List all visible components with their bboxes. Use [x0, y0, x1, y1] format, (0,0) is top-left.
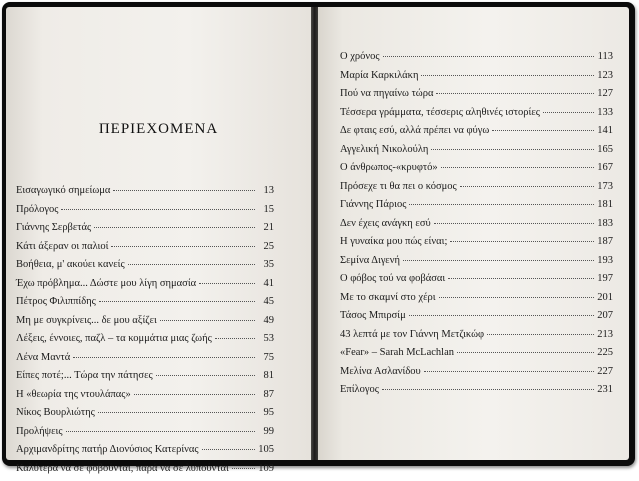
toc-entry — [340, 125, 613, 144]
toc-entry — [340, 51, 613, 70]
toc-entry-title: Η γυναίκα μου πώς είναι; — [340, 236, 447, 247]
toc-entry-title: Η «θεωρία της ντουλάπας» — [16, 389, 131, 400]
toc-entry-title: Μαρία Καρκιλάκη — [340, 70, 418, 81]
toc-leader-dots — [113, 190, 255, 191]
toc-leader-dots — [450, 241, 594, 242]
toc-entry-page: 113 — [597, 51, 613, 62]
toc-entry — [340, 88, 613, 107]
toc-entry — [340, 347, 613, 366]
toc-entry-title: 43 λεπτά με τον Γιάννη Μετζικώφ — [340, 329, 484, 340]
toc-leader-dots — [215, 338, 255, 339]
toc-entry-page: 141 — [597, 125, 613, 136]
left-page — [6, 7, 311, 460]
toc-entry-title: Με το σκαμνί στο χέρι — [340, 292, 436, 303]
toc-entry-page: 231 — [597, 384, 613, 395]
toc-list-right — [340, 51, 613, 403]
toc-list-left — [16, 185, 274, 481]
toc-leader-dots — [421, 75, 594, 76]
toc-leader-dots — [128, 264, 255, 265]
toc-entry-title: Ο άνθρωπος-«κρυφτό» — [340, 162, 438, 173]
toc-entry — [340, 236, 613, 255]
toc-entry-page: 49 — [258, 315, 274, 326]
toc-leader-dots — [156, 375, 255, 376]
toc-entry — [16, 426, 274, 445]
toc-entry — [16, 333, 274, 352]
toc-entry-page: 21 — [258, 222, 274, 233]
toc-leader-dots — [160, 320, 255, 321]
toc-leader-dots — [382, 389, 594, 390]
toc-leader-dots — [439, 297, 594, 298]
toc-entry-title: Λέξεις, έννοιες, παζλ – τα κομμάτια μιας ζωής — [16, 333, 212, 344]
toc-leader-dots — [383, 56, 594, 57]
toc-entry — [16, 222, 274, 241]
toc-entry-page: 127 — [597, 88, 613, 99]
toc-entry-page: 99 — [258, 426, 274, 437]
toc-entry-page: 41 — [258, 278, 274, 289]
toc-entry-page: 13 — [258, 185, 274, 196]
toc-entry-title: Τέσσερα γράμματα, τέσσερις αληθινές ιστορίες — [340, 107, 540, 118]
toc-entry-page: 35 — [258, 259, 274, 270]
toc-entry-page: 183 — [597, 218, 613, 229]
toc-entry — [340, 218, 613, 237]
toc-entry-page: 181 — [597, 199, 613, 210]
toc-entry-title: Κάτι άξεραν οι παλιοί — [16, 241, 108, 252]
toc-leader-dots — [73, 357, 255, 358]
toc-entry-title: Εισαγωγικό σημείωμα — [16, 185, 110, 196]
toc-leader-dots — [94, 227, 255, 228]
toc-leader-dots — [98, 412, 255, 413]
toc-entry-page: 167 — [597, 162, 613, 173]
toc-leader-dots — [99, 301, 255, 302]
toc-entry-title: Βοήθεια, μ' ακούει κανείς — [16, 259, 125, 270]
toc-leader-dots — [434, 223, 594, 224]
toc-entry-page: 105 — [258, 444, 274, 455]
toc-leader-dots — [134, 394, 255, 395]
toc-entry-page: 207 — [597, 310, 613, 321]
toc-entry-page: 225 — [597, 347, 613, 358]
toc-leader-dots — [487, 334, 594, 335]
toc-entry-page: 193 — [597, 255, 613, 266]
toc-leader-dots — [111, 246, 255, 247]
toc-entry-page: 75 — [258, 352, 274, 363]
toc-entry-title: Ο φόβος τού να φοβάσαι — [340, 273, 445, 284]
toc-entry — [340, 329, 613, 348]
toc-entry-title: Προλήψεις — [16, 426, 63, 437]
toc-entry-title: Έχω πρόβλημα... Δώστε μου λίγη σημασία — [16, 278, 196, 289]
toc-entry-title: «Fear» – Sarah McLachlan — [340, 347, 454, 358]
toc-leader-dots — [61, 209, 255, 210]
toc-entry-title: Ο χρόνος — [340, 51, 380, 62]
toc-entry — [16, 370, 274, 389]
toc-entry — [340, 292, 613, 311]
toc-entry-page: 227 — [597, 366, 613, 377]
toc-leader-dots — [441, 167, 594, 168]
toc-leader-dots — [457, 352, 594, 353]
toc-entry-page: 45 — [258, 296, 274, 307]
toc-entry-page: 173 — [597, 181, 613, 192]
toc-entry — [16, 352, 274, 371]
toc-entry — [340, 255, 613, 274]
toc-entry — [340, 144, 613, 163]
toc-leader-dots — [460, 186, 594, 187]
contents-heading: ΠΕΡΙΕΧΟΜΕΝΑ — [6, 121, 311, 138]
toc-entry — [16, 259, 274, 278]
toc-entry-title: Είπες ποτέ;... Τώρα την πάτησες — [16, 370, 153, 381]
book-gutter — [311, 7, 318, 460]
toc-entry — [16, 296, 274, 315]
toc-entry-page: 165 — [597, 144, 613, 155]
toc-entry-title: Πρόλογος — [16, 204, 58, 215]
toc-entry-page: 15 — [258, 204, 274, 215]
toc-leader-dots — [492, 130, 594, 131]
toc-leader-dots — [232, 468, 255, 469]
toc-leader-dots — [436, 93, 594, 94]
toc-entry — [16, 389, 274, 408]
toc-entry-page: 123 — [597, 70, 613, 81]
toc-entry-title: Καλύτερα να σε φοβούνται, παρά να σε λυπούνται — [16, 463, 229, 474]
toc-entry-title: Πέτρος Φιλιππίδης — [16, 296, 96, 307]
toc-leader-dots — [202, 449, 255, 450]
toc-entry-page: 133 — [597, 107, 613, 118]
toc-entry — [16, 463, 274, 481]
toc-leader-dots — [409, 204, 594, 205]
toc-entry-title: Λένα Μαντά — [16, 352, 70, 363]
toc-entry — [16, 407, 274, 426]
toc-entry-title: Τάσος Μπιρσίμ — [340, 310, 406, 321]
toc-entry-page: 87 — [258, 389, 274, 400]
toc-entry-page: 201 — [597, 292, 613, 303]
toc-leader-dots — [66, 431, 255, 432]
toc-leader-dots — [403, 260, 594, 261]
toc-leader-dots — [424, 371, 594, 372]
toc-entry-title: Αγγελική Νικολούλη — [340, 144, 428, 155]
toc-entry-title: Αρχιμανδρίτης πατήρ Διονύσιος Κατερίνας — [16, 444, 199, 455]
toc-entry-page: 25 — [258, 241, 274, 252]
toc-entry-title: Δεν έχεις ανάγκη εσύ — [340, 218, 431, 229]
toc-entry — [340, 273, 613, 292]
toc-entry-page: 213 — [597, 329, 613, 340]
toc-entry — [16, 315, 274, 334]
toc-entry-title: Γιάννης Πάριος — [340, 199, 406, 210]
toc-entry — [340, 384, 613, 403]
toc-entry-title: Σεμίνα Διγενή — [340, 255, 400, 266]
toc-leader-dots — [448, 278, 594, 279]
toc-entry — [16, 241, 274, 260]
toc-entry — [16, 204, 274, 223]
toc-entry-page: 53 — [258, 333, 274, 344]
toc-entry — [340, 181, 613, 200]
toc-entry-title: Νίκος Βουρλιώτης — [16, 407, 95, 418]
toc-entry — [340, 70, 613, 89]
toc-entry-page: 81 — [258, 370, 274, 381]
toc-entry — [340, 366, 613, 385]
toc-entry-title: Δε φταις εσύ, αλλά πρέπει να φύγω — [340, 125, 489, 136]
toc-leader-dots — [409, 315, 594, 316]
toc-entry — [340, 162, 613, 181]
toc-entry — [16, 444, 274, 463]
toc-entry-title: Πρόσεχε τι θα πει ο κόσμος — [340, 181, 457, 192]
toc-entry — [340, 107, 613, 126]
toc-entry-title: Μη με συγκρίνεις... δε μου αξίζει — [16, 315, 157, 326]
toc-leader-dots — [543, 112, 594, 113]
toc-entry — [16, 278, 274, 297]
toc-entry-title: Γιάννης Σερβετάς — [16, 222, 91, 233]
toc-entry-page: 187 — [597, 236, 613, 247]
toc-entry-page: 95 — [258, 407, 274, 418]
right-page — [318, 7, 629, 460]
toc-entry-title: Πού να πηγαίνω τώρα — [340, 88, 433, 99]
toc-entry — [16, 185, 274, 204]
toc-entry-title: Επίλογος — [340, 384, 379, 395]
toc-entry — [340, 310, 613, 329]
toc-entry-title: Μελίνα Ασλανίδου — [340, 366, 421, 377]
toc-entry — [340, 199, 613, 218]
toc-leader-dots — [431, 149, 594, 150]
toc-leader-dots — [199, 283, 255, 284]
toc-entry-page: 197 — [597, 273, 613, 284]
toc-entry-page: 109 — [258, 463, 274, 474]
